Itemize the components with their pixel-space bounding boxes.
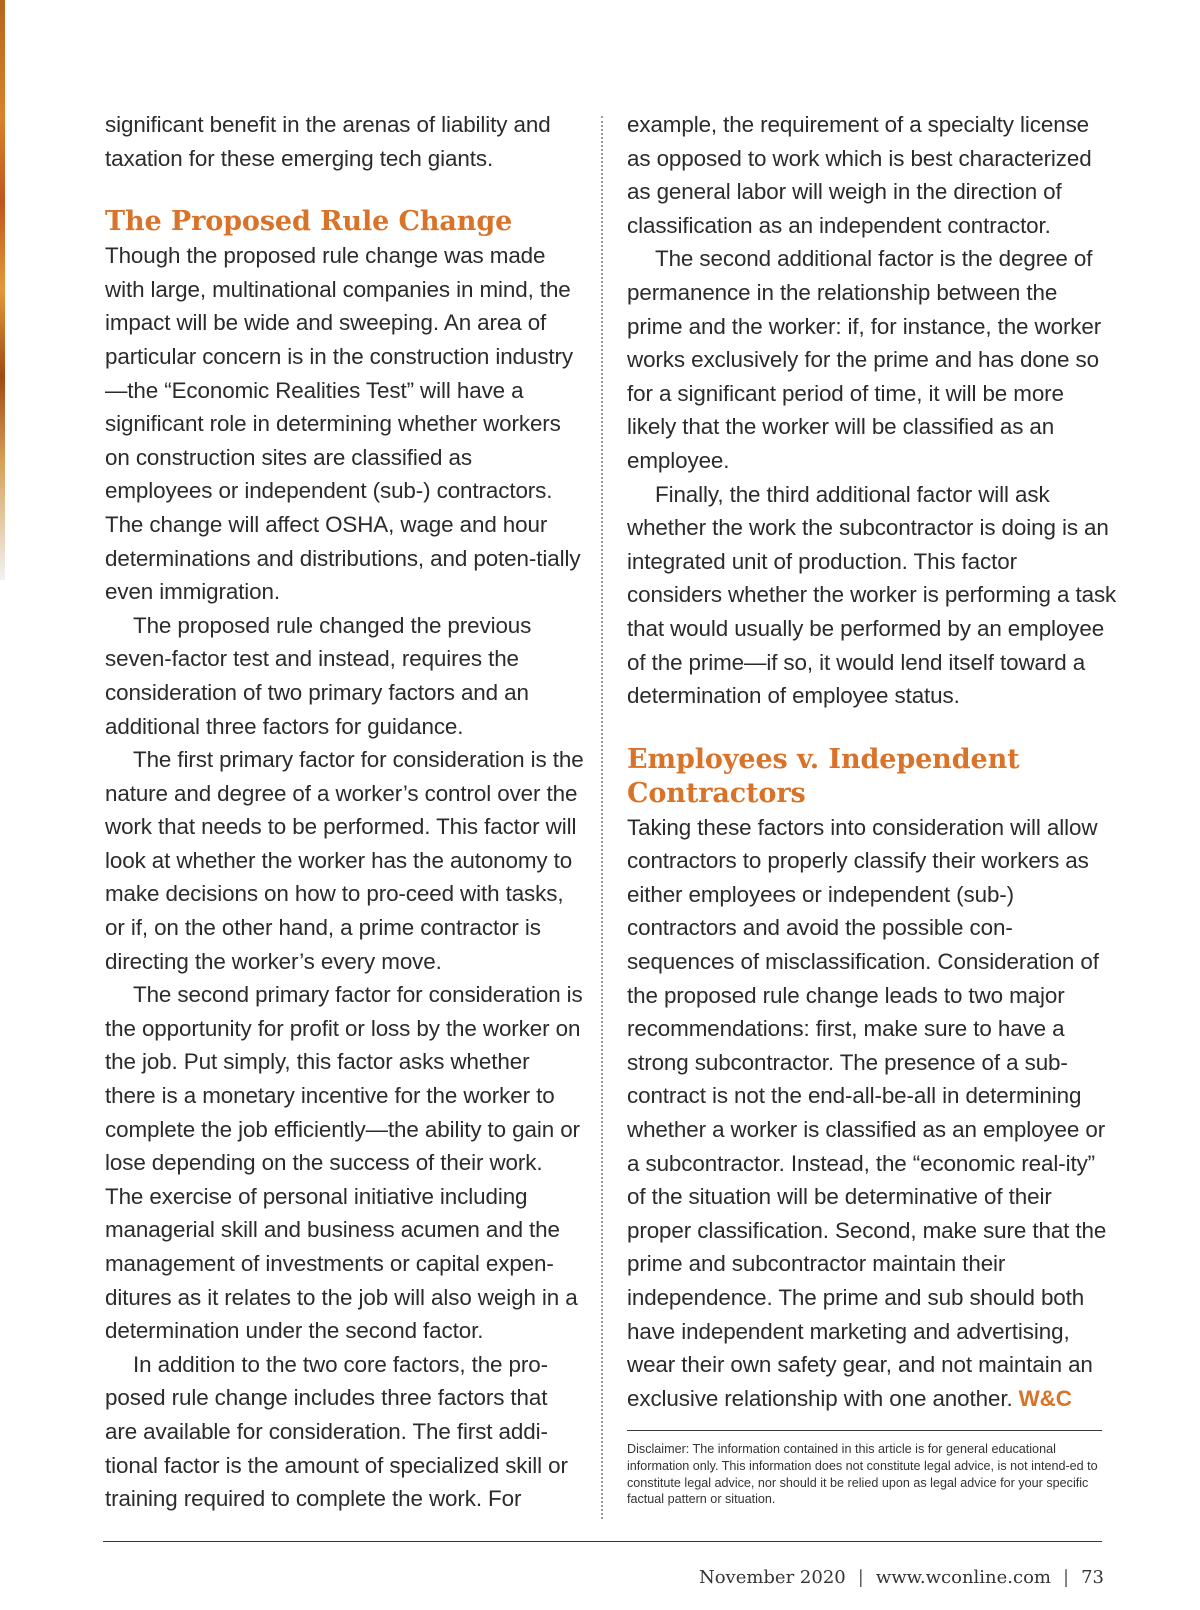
paragraph: The proposed rule changed the previous seven-factor test and instead, requires the consideration of two primary factors and an additional three factors for guidance. bbox=[105, 612, 532, 739]
paragraph bbox=[627, 811, 1117, 1416]
paragraph-text: Taking these factors into consideration will allow contractors to properly classify their workers as either employees or independent (sub-) contractors and avoid the possible con-sequences of misclassification. Consideration of the proposed rule change leads to two major recommendations: first, make sure to have a strong subcontractor. The presence of a sub-contract is not the end-all-be-all in determining whether a worker is classified as an employee or a subcontractor. Instead, the “economic real-ity” of the situation will be determinative of their proper classification. Second, make sure that the prime and subcontractor maintain their independence. The prime and sub should both have independent marketing and advertising, wear their own safety gear, and not maintain an exclusive relationship with one another. bbox=[627, 814, 1107, 1411]
paragraph: The second primary factor for consideration is the opportunity for profit or loss by the worker on the job. Put simply, this factor asks whether there is a monetary incentive for the worker to complete the job efficiently—the ability to gain or lose depending on the success of their work. The exercise of personal initiative including managerial skill and business acumen and the management of investments or capital expen-ditures as it relates to the job will also weigh in a determination under the second factor. bbox=[105, 982, 583, 1344]
section-heading-employees-v-contractors: Employees v. Independent Contractors bbox=[627, 743, 1020, 809]
column-divider bbox=[601, 116, 603, 1519]
disclaimer-rule bbox=[627, 1430, 1102, 1431]
paragraph: In addition to the two core factors, the pro-posed rule change includes three factors that are available for consideration. The first addi-tional factor is the amount of specialized skill or training required to complete the work. For bbox=[105, 1351, 568, 1512]
paragraph: The first primary factor for consideration is the nature and degree of a worker’s control over the work that needs to be performed. This factor will look at whether the worker has the autonomy to make decisions on how to pro-ceed with tasks, or if, on the other hand, a prime contractor is directing the worker’s every move. bbox=[105, 747, 584, 974]
section-heading-proposed-rule-change: The Proposed Rule Change bbox=[105, 206, 513, 238]
footer bbox=[699, 1567, 1104, 1589]
page-number: 73 bbox=[1081, 1567, 1104, 1588]
footer-date: November 2020 bbox=[698, 1567, 846, 1588]
paragraph: The second additional factor is the degree of permanence in the relationship between the prime and the worker: if, for instance, the worker works exclusively for the prime and has done so for a significant period of time, it will be more likely that the worker will be classified as an employee. bbox=[627, 246, 1102, 473]
right-column bbox=[627, 108, 1117, 1415]
end-mark: W&C bbox=[1018, 1385, 1072, 1411]
disclaimer: Disclaimer: The information contained in this article is for general educational information only. This information does not constitute legal advice, is not intend-ed to constitute legal advice, nor should it be relied upon as legal advice for your specific factual pattern or situation. bbox=[627, 1442, 1098, 1507]
footer-separator: | bbox=[857, 1567, 864, 1588]
left-column bbox=[105, 108, 585, 1516]
paragraph: Finally, the third additional factor will ask whether the work the subcontractor is doing is an integrated unit of production. This factor considers whether the worker is performing a task that would usually be performed by an employee of the prime—if so, it would lend itself toward a determination of employee status. bbox=[627, 481, 1117, 709]
paragraph: significant benefit in the arenas of liability and taxation for these emerging tech giants. bbox=[105, 112, 551, 171]
footer-separator: | bbox=[1063, 1567, 1070, 1588]
paragraph: example, the requirement of a specialty license as opposed to work which is best characterized as general labor will weigh in the direction of classification as an independent contractor. bbox=[627, 112, 1092, 238]
paragraph: Though the proposed rule change was made with large, multinational companies in mind, the impact will be wide and sweeping. An area of particular concern is in the construction industry—the “Economic Realities Test” will have a significant role in determining whether workers on construction sites are classified as employees or independent (sub-) contractors. The change will affect OSHA, wage and hour determinations and distributions, and poten-tially even immigration. bbox=[105, 243, 581, 605]
page-edge-decoration bbox=[0, 0, 5, 580]
footer-rule bbox=[103, 1541, 1102, 1542]
footer-website[interactable]: www.wconline.com bbox=[875, 1567, 1052, 1588]
